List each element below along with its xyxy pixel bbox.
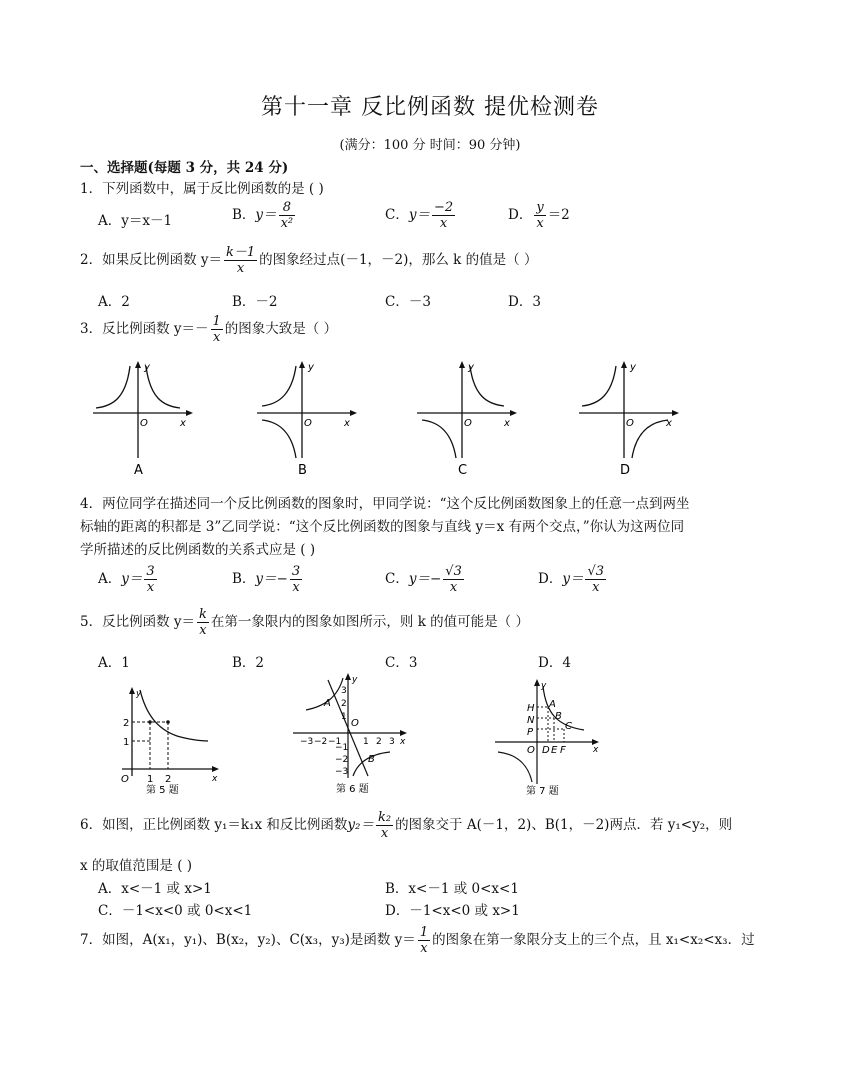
question-6-text: 6．如图，正比例函数 y₁＝k₁x 和反比例函数y₂＝ $\frac{\text{k₂}}{x}$ 的图象交于 A(－1，2)、B(1，－2)两点．若 y₁<y₂，则 — [80, 810, 733, 841]
q6-option-b: B．x<－1 或 0<x<1 — [385, 881, 519, 897]
question-4-line-2: 标轴的距离的积都是 3”乙同学说：“这个反比例函数的图象与直线 y＝x 有两个交点，”你认为这两位同 — [80, 519, 685, 535]
axis-label-x: x — [593, 745, 599, 755]
origin-label: O — [121, 774, 129, 785]
question-1-text: 1．下列函数中，属于反比例函数的是 ( ) — [80, 181, 324, 197]
point-a-label: A — [324, 698, 331, 709]
ytick-2: 2 — [123, 718, 130, 729]
origin-label: O — [351, 718, 359, 729]
xtick-neg-3: −3 — [300, 737, 314, 747]
origin-label: O — [304, 418, 312, 429]
ytick-neg-1: −1 — [335, 743, 349, 753]
point-b-label: B — [555, 711, 562, 722]
origin-label: O — [464, 418, 472, 429]
question-6-line-2: x 的取值范围是 ( ) — [80, 858, 193, 874]
ytick-1: 1 — [341, 712, 347, 722]
origin-label: O — [626, 418, 634, 429]
q5-option-b: B．2 — [232, 655, 265, 671]
graph-label-d: D — [620, 463, 631, 478]
q3-graph-d — [574, 358, 684, 480]
ytick-1: 1 — [123, 737, 130, 748]
q4-option-a: A．y＝ $\frac{3}{x}$ — [98, 564, 155, 595]
question-3-text: 3．反比例函数 y＝－ $\frac{1}{x}$ 的图象大致是（ ） — [80, 314, 338, 345]
ytick-2: 2 — [341, 699, 347, 709]
q6-option-d: D．－1<x<0 或 x>1 — [385, 903, 520, 919]
graph-label-a: A — [134, 463, 143, 478]
axis-label-y: y — [144, 362, 150, 373]
q1-option-c: C．y＝ $\frac{-2}{x}$ — [385, 200, 454, 231]
q2-option-a: A．2 — [98, 294, 130, 310]
q6-option-c: C．－1<x<0 或 0<x<1 — [98, 903, 253, 919]
q1-option-b: B．y＝ $\frac{8}{\text{x²}}$ — [232, 200, 294, 231]
q3-graph-b — [252, 358, 362, 480]
figure-6-caption: 第 6 题 — [336, 784, 369, 795]
figure-7 — [490, 674, 605, 798]
q6-option-a: A．x<－1 或 x>1 — [98, 881, 212, 897]
point-e-label: E — [551, 745, 558, 756]
ytick-3: 3 — [341, 686, 347, 696]
page-subtitle: (满分：100 分 时间：90 分钟) — [339, 138, 521, 153]
ytick-neg-3: −3 — [335, 767, 349, 777]
question-4-line-1: 4．两位同学在描述同一个反比例函数的图象时，甲同学说：“这个反比例函数图象上的任意一点到两坐 — [80, 496, 690, 512]
point-n-label: N — [527, 715, 535, 726]
origin-label: O — [527, 745, 535, 756]
axis-label-x: x — [212, 774, 218, 784]
q5-option-d: D．4 — [538, 655, 571, 671]
q5-option-a: A．1 — [98, 655, 130, 671]
xtick-2: 2 — [376, 737, 382, 747]
figure-5 — [112, 684, 222, 796]
question-5-text: 5．反比例函数 y＝ $\frac{k}{x}$ 在第一象限内的图象如图所示，则 k 的值可能是（ ） — [80, 607, 529, 638]
q1-option-a: A．y＝x－1 — [98, 213, 173, 229]
axis-label-x: x — [504, 418, 510, 429]
axis-label-x: x — [666, 418, 672, 429]
q4-option-d: D．y＝ $\frac{√3}{x}$ — [538, 564, 605, 595]
page-title: 第十一章 反比例函数 提优检测卷 — [261, 95, 599, 120]
question-7-text: 7．如图，A(x₁，y₁)、B(x₂，y₂)、C(x₃，y₃)是函数 y＝ $\frac{1}{x}$ 的图象在第一象限分支上的三个点，且 x₁<x₂<x₃．过 — [80, 925, 755, 956]
q2-option-c: C．－3 — [385, 294, 431, 310]
origin-label: O — [140, 418, 148, 429]
q2-option-b: B．－2 — [232, 294, 278, 310]
q5-option-c: C．3 — [385, 655, 418, 671]
axis-label-x: x — [344, 418, 350, 429]
point-f-label: F — [560, 745, 566, 756]
question-2-text: 2．如果反比例函数 y＝ $\frac{k-1}{x}$ 的图象经过点(－1，－2)，那么 k 的值是（ ） — [80, 245, 538, 276]
axis-label-y: y — [468, 362, 474, 373]
q4-option-b: B．y＝− $\frac{3}{x}$ — [232, 564, 301, 595]
point-d-label: D — [542, 745, 550, 756]
figure-6 — [288, 670, 413, 798]
point-b-label: B — [368, 754, 375, 765]
axis-label-x: x — [400, 737, 406, 747]
graph-label-b: B — [298, 463, 307, 478]
xtick-neg-1: −1 — [328, 737, 342, 747]
axis-label-y: y — [541, 681, 547, 691]
ytick-neg-2: −2 — [335, 755, 349, 765]
axis-label-x: x — [180, 418, 186, 429]
q3-graph-c — [412, 358, 522, 480]
section-heading: 一、选择题(每题 3 分，共 24 分) — [80, 160, 289, 176]
xtick-3: 3 — [389, 737, 395, 747]
q3-graph-a — [88, 358, 198, 480]
question-4-line-3: 学所描述的反比例函数的关系式应是 ( ) — [80, 542, 316, 558]
axis-label-y: y — [630, 362, 636, 373]
xtick-1: 1 — [147, 774, 154, 785]
q2-option-d: D．3 — [508, 294, 541, 310]
point-p-label: P — [527, 727, 534, 738]
xtick-neg-2: −2 — [314, 737, 328, 747]
figure-5-caption: 第 5 题 — [146, 785, 179, 796]
xtick-2: 2 — [165, 774, 172, 785]
point-h-label: H — [527, 703, 535, 714]
xtick-1: 1 — [363, 737, 369, 747]
graph-label-c: C — [458, 463, 468, 478]
q4-option-c: C．y＝− $\frac{√3}{x}$ — [385, 564, 462, 595]
point-a-label: A — [549, 699, 556, 710]
axis-label-y: y — [136, 689, 142, 699]
point-c-label: C — [565, 721, 572, 732]
figure-7-caption: 第 7 题 — [526, 786, 559, 797]
axis-label-y: y — [352, 675, 358, 685]
q1-option-d: D． $\frac{y}{x}$ ＝2 — [508, 200, 570, 231]
axis-label-y: y — [308, 362, 314, 373]
